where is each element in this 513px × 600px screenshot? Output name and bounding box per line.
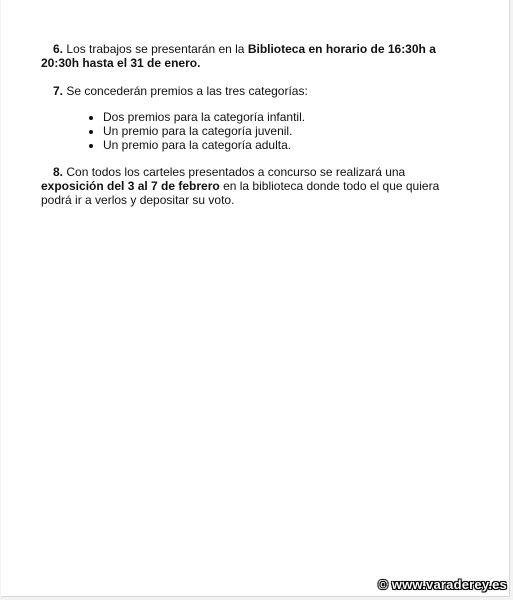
- paragraph-8-text-start: Con todos los carteles presentados a concurso se realizará una: [66, 165, 406, 179]
- paragraph-6-text: Los trabajos se presentarán en la: [66, 42, 248, 56]
- list-item-prize-adulta: • Un premio para la categoría adulta.: [103, 138, 461, 152]
- paragraph-6: [41, 42, 461, 70]
- paragraph-6-number: 6.: [53, 42, 64, 56]
- list-item-prize-infantil: • Dos premios para la categoría infantil.: [103, 110, 461, 124]
- watermark-text: © www.varaderey.es: [378, 577, 507, 592]
- document-page: [1, 0, 510, 597]
- paragraph-7-number: 7.: [53, 84, 64, 98]
- paragraph-7: [41, 84, 461, 98]
- paragraph-8-number: 8.: [53, 165, 64, 179]
- paragraph-7-text: Se concederán premios a las tres categorías:: [66, 84, 308, 98]
- paragraph-8: [41, 165, 461, 207]
- prize-list: [41, 110, 461, 152]
- paragraph-8-text-end: en la biblioteca donde todo el que quiera podrá ir a verlos y depositar su voto.: [41, 179, 440, 207]
- paragraph-6-bold-text: Biblioteca en horario de 16:30h a 20:30h hasta el 31 de enero.: [41, 42, 436, 70]
- document-content: [41, 42, 461, 207]
- paragraph-8-bold-text: exposición del 3 al 7 de febrero: [41, 179, 220, 193]
- list-item-prize-juvenil: • Un premio para la categoría juvenil.: [103, 124, 461, 138]
